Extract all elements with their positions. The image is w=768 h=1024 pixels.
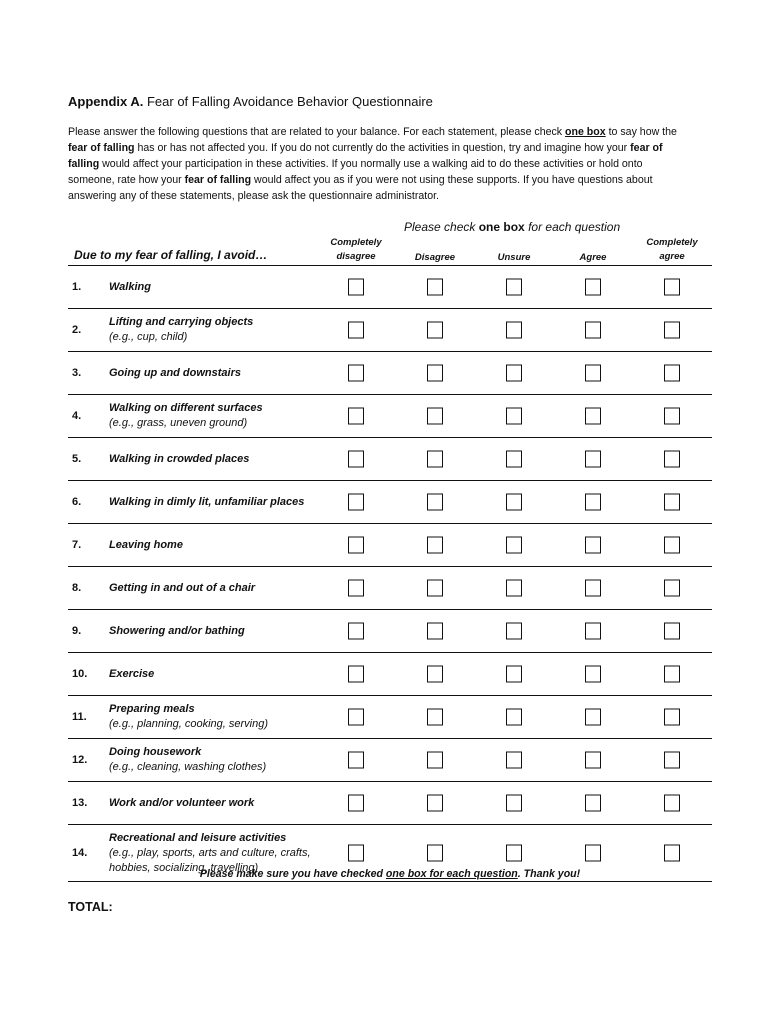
table-row: [68, 696, 712, 739]
checkbox[interactable]: [427, 408, 443, 425]
checkbox[interactable]: [664, 279, 680, 296]
intro-text-4: would affect your participation in these activities. If you normally use a walking aid to do these activities or hold onto someone, rate how your: [68, 158, 643, 186]
item-text: [109, 653, 349, 695]
item-label: Lifting and carrying objects: [109, 316, 254, 328]
item-text: [109, 567, 349, 609]
intro-text-1: Please answer the following questions that are related to your balance. For each statement, please check: [68, 126, 566, 138]
checkbox[interactable]: [506, 752, 522, 769]
item-number: 3.: [72, 367, 82, 379]
checkbox[interactable]: [427, 279, 443, 296]
table-row: [68, 438, 712, 481]
checkbox[interactable]: [427, 845, 443, 862]
checkbox[interactable]: [427, 795, 443, 812]
checkbox[interactable]: [585, 322, 601, 339]
title-prefix: Appendix A.: [68, 94, 144, 109]
checkbox[interactable]: [348, 795, 364, 812]
checkbox[interactable]: [506, 580, 522, 597]
item-number: 9.: [72, 625, 82, 637]
check-one-box-header: [404, 220, 620, 234]
checkbox[interactable]: [664, 322, 680, 339]
checkbox[interactable]: [585, 279, 601, 296]
item-number: 5.: [72, 453, 82, 465]
checkbox[interactable]: [506, 322, 522, 339]
checkbox[interactable]: [585, 666, 601, 683]
table-row: [68, 352, 712, 395]
checkbox[interactable]: [506, 666, 522, 683]
table-row: [68, 524, 712, 567]
table-row: [68, 782, 712, 825]
item-label: Walking: [109, 280, 151, 293]
checkbox[interactable]: [348, 752, 364, 769]
item-label: Getting in and out of a chair: [109, 581, 256, 594]
title-text: Fear of Falling Avoidance Behavior Questionnaire: [146, 94, 433, 109]
checkbox[interactable]: [585, 845, 601, 862]
item-number: 10.: [72, 668, 88, 680]
checkbox[interactable]: [585, 408, 601, 425]
checkbox[interactable]: [664, 795, 680, 812]
table-row: [68, 266, 712, 309]
checkbox[interactable]: [348, 451, 364, 468]
total-label: TOTAL:: [68, 900, 113, 914]
intro-text-3: has or has not affected you. If you do not currently do the activities in question, try and imagine how your: [134, 142, 631, 154]
table-row: [68, 395, 712, 438]
intro-fear-of-falling-3: fear of falling: [184, 174, 252, 186]
table-row: [68, 309, 712, 352]
item-text: [109, 395, 349, 437]
item-number: 13.: [72, 797, 88, 809]
table-row: [68, 481, 712, 524]
item-label: Preparing meals: [109, 703, 195, 715]
checkbox[interactable]: [664, 408, 680, 425]
column-header-2: Disagree: [414, 252, 456, 263]
intro-fear-of-falling-2: fear of falling: [68, 142, 663, 170]
table-row: [68, 739, 712, 782]
avoid-column-header: Due to my fear of falling, I avoid…: [74, 248, 268, 262]
item-text: [109, 524, 349, 566]
item-number: 2.: [72, 324, 82, 336]
item-number: 1.: [72, 281, 82, 293]
item-number: 7.: [72, 539, 82, 551]
checkbox[interactable]: [506, 451, 522, 468]
checkbox[interactable]: [664, 623, 680, 640]
footer-underline: one box for each question: [385, 868, 518, 880]
checkbox[interactable]: [664, 666, 680, 683]
item-label: Doing housework: [109, 746, 202, 758]
column-header-4: Agree: [579, 252, 607, 263]
checkbox[interactable]: [664, 845, 680, 862]
checkbox[interactable]: [348, 494, 364, 511]
checkbox[interactable]: [506, 845, 522, 862]
checkbox[interactable]: [664, 494, 680, 511]
checkbox[interactable]: [585, 537, 601, 554]
item-example: (e.g., play, sports, arts and culture, crafts, hobbies, socializing, travelling): [109, 846, 311, 874]
checkbox[interactable]: [427, 752, 443, 769]
item-example: (e.g., cup, child): [109, 331, 188, 343]
checkbox[interactable]: [506, 365, 522, 382]
item-number: 14.: [72, 847, 88, 859]
table-row: [68, 567, 712, 610]
intro-text-2: to say how the: [605, 126, 677, 138]
item-text: [109, 782, 349, 824]
item-label: Exercise: [109, 667, 155, 680]
checkbox[interactable]: [664, 580, 680, 597]
checkbox[interactable]: [506, 709, 522, 726]
checkbox[interactable]: [506, 537, 522, 554]
checkbox[interactable]: [664, 365, 680, 382]
item-example: (e.g., planning, cooking, serving): [109, 718, 268, 730]
checkbox[interactable]: [664, 451, 680, 468]
column-header-5: Completely agree: [646, 237, 698, 262]
checkbox[interactable]: [585, 580, 601, 597]
page-title: [68, 94, 433, 109]
item-text: [109, 696, 349, 738]
instructions-paragraph: [68, 124, 678, 204]
checkbox[interactable]: [506, 623, 522, 640]
checkbox[interactable]: [427, 580, 443, 597]
checkbox[interactable]: [348, 666, 364, 683]
checkbox[interactable]: [585, 752, 601, 769]
checkbox[interactable]: [585, 451, 601, 468]
checkbox[interactable]: [427, 623, 443, 640]
item-number: 11.: [72, 711, 87, 723]
item-number: 8.: [72, 582, 82, 594]
checkbox[interactable]: [348, 537, 364, 554]
item-text: [109, 610, 349, 652]
checkbox[interactable]: [585, 795, 601, 812]
checkbox[interactable]: [506, 494, 522, 511]
item-text: [109, 266, 349, 308]
checkbox[interactable]: [664, 709, 680, 726]
item-text: [109, 309, 349, 351]
intro-fear-of-falling-1: fear of falling: [68, 142, 135, 154]
checkbox[interactable]: [585, 494, 601, 511]
item-label: Walking in crowded places: [109, 452, 250, 465]
item-label: Showering and/or bathing: [109, 624, 245, 637]
checkbox[interactable]: [348, 365, 364, 382]
checkbox[interactable]: [348, 845, 364, 862]
checkbox[interactable]: [427, 494, 443, 511]
checkbox[interactable]: [427, 537, 443, 554]
item-example: (e.g., cleaning, washing clothes): [109, 761, 267, 773]
item-number: 6.: [72, 496, 82, 508]
footer-note: [68, 868, 712, 880]
checkbox[interactable]: [585, 709, 601, 726]
checkbox[interactable]: [506, 795, 522, 812]
checkbox[interactable]: [585, 365, 601, 382]
item-label: Walking in dimly lit, unfamiliar places: [109, 495, 305, 508]
checkbox[interactable]: [664, 537, 680, 554]
column-header-1: Completely disagree: [330, 237, 382, 262]
checkbox[interactable]: [427, 365, 443, 382]
table-row: [68, 610, 712, 653]
checkbox[interactable]: [506, 279, 522, 296]
item-example: (e.g., grass, uneven ground): [109, 417, 248, 429]
questionnaire-table: [68, 265, 712, 882]
item-label: Recreational and leisure activities: [109, 831, 287, 844]
item-number: 4.: [72, 410, 82, 422]
column-header-3: Unsure: [497, 252, 531, 263]
footer-post: . Thank you!: [517, 868, 581, 880]
check-header-bold: one box: [478, 220, 525, 234]
check-header-pre: Please check: [404, 220, 479, 234]
intro-text-5: would affect you as if you were not using these supports. If you have questions about answering any of these statements, please ask the questionnaire administrator.: [68, 174, 653, 202]
item-label: Work and/or volunteer work: [109, 796, 255, 809]
checkbox[interactable]: [348, 408, 364, 425]
intro-one-box: one box: [565, 126, 606, 138]
checkbox[interactable]: [427, 451, 443, 468]
check-header-post: for each question: [524, 220, 621, 234]
checkbox[interactable]: [348, 580, 364, 597]
checkbox[interactable]: [506, 408, 522, 425]
checkbox[interactable]: [585, 623, 601, 640]
checkbox[interactable]: [348, 322, 364, 339]
checkbox[interactable]: [664, 752, 680, 769]
item-number: 12.: [72, 754, 88, 766]
footer-pre: Please make sure you have checked: [199, 868, 386, 880]
item-text: [109, 481, 349, 523]
item-text: [109, 739, 349, 781]
item-text: [109, 438, 349, 480]
checkbox[interactable]: [427, 322, 443, 339]
item-text: [109, 352, 349, 394]
checkbox[interactable]: [427, 709, 443, 726]
item-label: Leaving home: [109, 538, 183, 551]
checkbox[interactable]: [348, 709, 364, 726]
checkbox[interactable]: [348, 279, 364, 296]
table-row: [68, 653, 712, 696]
checkbox[interactable]: [348, 623, 364, 640]
item-label: Going up and downstairs: [109, 366, 241, 379]
checkbox[interactable]: [427, 666, 443, 683]
item-label: Walking on different surfaces: [109, 402, 263, 414]
